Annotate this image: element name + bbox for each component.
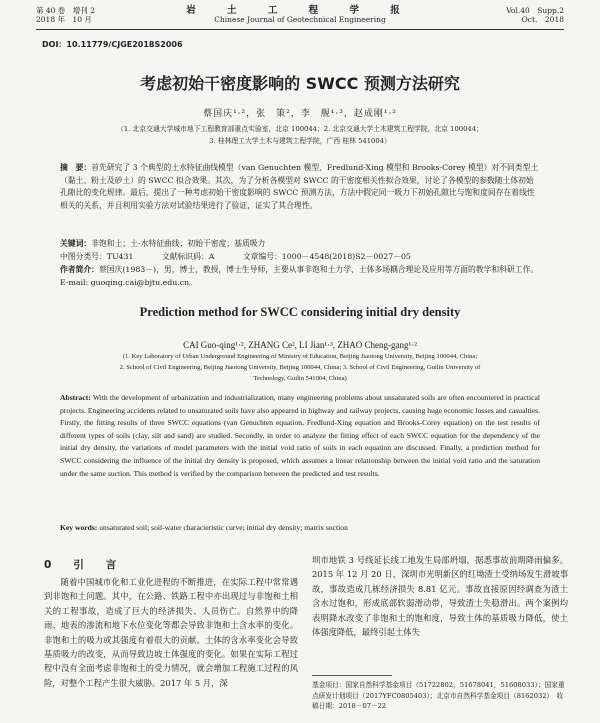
affiliation-en-2: 2. School of Civil Engineering, Beijing Jiaotong University, Beijing 100044, China; 3. School of Civil Engineering, Guilin University of — [119, 364, 481, 371]
abstract-cn — [60, 162, 540, 212]
bio-label: 作者简介： — [60, 265, 99, 274]
title-en: Prediction method for SWCC considering initial dry density — [139, 305, 461, 319]
abstract-en-text: With the development of urbanization and industrialization, many engineering problems about unsaturated soils are often encountered in practical projects. Engineering accidents related to unsaturated soils have also appeared in highway and railway projects, causing huge economic losses and casualties. Firstly, the fitting results of three SWCC equations (van Genuchten equation, Fredlund-Xing equation and Brooks-Corey equation) on the test results of different types of soils (clay, silt and sand) are studied. Secondly, in order to analyze the fitting effect of each SWCC equation for the dependency of the initial dry density, the variations of model parameters with the initial void ratio of soils in each equation are discussed. Finally, a prediction method for SWCC considering the influence of the initial dry density is proposed, which assumes a linear relationship between the initial void ratio and the saturation under the same suction. This method is verified by the comparison between the predicted and test results. — [60, 393, 540, 478]
header-center — [36, 6, 564, 24]
doi: DOI：10.11779/CJGE2018S2006 — [42, 40, 183, 49]
authors-cn: 蔡国庆¹·²，张 策²，李 舰¹·³，赵成刚¹·² — [203, 109, 397, 119]
section-title: 引言 — [73, 559, 139, 571]
journal-name-en: Chinese Journal of Geotechnical Engineering — [214, 15, 386, 24]
keywords-en-label: Key words: — [60, 523, 98, 532]
date-line: 2018 年 10 月 — [36, 15, 92, 24]
keywords-cn-text: 非饱和土；土-水特征曲线；初始干密度；基质吸力 — [91, 239, 266, 248]
abstract-en-label: Abstract: — [60, 393, 91, 402]
keywords-cn-label: 关键词： — [60, 239, 92, 248]
body-column-right: 圳市地铁 3 号线延长线工地发生局部坍塌，据悉事故前期降雨偏多。2015 年 12 月 20 日，深圳市光明新区的红坳渣土受纳场发生滑坡事故，事故造成几栋经济损失 8.81 亿元。事故直接原因经调查为渣土含水过饱和，形成底部软弱滑动带，导致渣土失稳滑出。两个案例均表明降水改变了非饱和土的饱和度，导致土体的基质吸力降低，使土体强度降低，最终引起土体失 — [312, 555, 568, 638]
abstract-en — [60, 392, 540, 480]
section-number: 0 — [44, 559, 52, 571]
footnote-rule — [312, 675, 392, 676]
affiliation-en-3: Technology, Guilin 541004, China) — [253, 375, 347, 382]
header-right — [506, 6, 564, 24]
doc-code: 文献标识码：A — [161, 252, 215, 261]
volume-en: Vol.40 Supp.2 — [506, 6, 564, 15]
keywords-en-text: unsaturated soil; soil-water characteristic curve; initial dry density; matrix suction — [99, 523, 348, 532]
title-cn: 考虑初始干密度影响的 SWCC 预测方法研究 — [140, 74, 460, 93]
running-header — [36, 6, 564, 28]
body-column-left: 随着中国城市化和工业化进程的不断推进，在实际工程中常常遇到非饱和土问题。其中，在公路、铁路工程中亦出现过与非饱和土相关的工程事故，造成了巨大的经济损失、人员伤亡。自然界中的降雨、地表的渗流和地下水位变化等都会导致非饱和土含水率的变化。非饱和土的吸力或其强度有着很大的贡献。土体的含水率变化会导致基质吸力的改变，从而导致边坡土体强度的变化。如果在实际工程过程中没有全面考虑非饱和土的受力情况，就会增加工程施工过程的风险，对整个工程产生很大威胁。2017 年 5 月，深 — [44, 577, 298, 688]
class-number: 中图分类号：TU431 — [60, 252, 134, 261]
affiliation-cn-1: （1. 北京交通大学城市地下工程教育部重点实验室，北京 100044；2. 北京交通大学土木建筑工程学院，北京 100044； — [117, 125, 483, 133]
affiliation-cn-2: 3. 桂林理工大学土木与建筑工程学院，广西 桂林 541004） — [209, 137, 391, 145]
footnote: 基金项目：国家自然科学基金项目（51722802，51678041，51608033）；国家重点研发计划项目（2017YFC0805403）；北京市自然科学基金项目（8162032） 收稿日期：2018－07－22 — [312, 681, 565, 710]
volume-line: 第 40 卷 增刊 2 — [36, 6, 95, 15]
keywords-en — [60, 523, 540, 532]
author-bio — [60, 264, 540, 289]
affiliation-en-1: (1. Key Laboratory of Urban Underground Engineering of Ministry of Education, Beijing Jiaotong University, Beijing 100044, China; — [122, 353, 478, 360]
article-id: 文章编号：1000－4548(2018)S2－0027－05 — [242, 252, 411, 261]
date-en: Oct. 2018 — [521, 15, 564, 24]
classification-line — [60, 251, 540, 262]
abstract-cn-text: 首先研究了 3 个典型的土水特征曲线模型（van Genuchten 模型、Fredlund-Xing 模型和 Brooks-Corey 模型）对不同类型土（黏土、粉土及砂土）的 SWCC 拟合效果。其次，为了分析各模型对 SWCC 的干密度相关性拟合效果，讨论了各模型的参数随土体初始孔隙比的变化规律。最后，提出了一种考虑初始干密度影响的 SWCC 预测方法，方法中假定同一吸力下初始孔隙比与饱和度间存在着线性相关的关系，并且利用实验方法对试验结果进行了验证，证实了其合理性。 — [60, 163, 539, 210]
bio-text: 蔡国庆(1983－)，男，博士，教授，博士生导师，主要从事非饱和土力学、土体多场耦合理论及应用等方面的教学和科研工作。E-mail: guoqing.cai@bjtu.edu.cn。 — [60, 265, 539, 287]
section-heading — [44, 557, 138, 572]
header-rule — [36, 29, 564, 30]
keywords-cn — [60, 238, 540, 249]
journal-name-cn: 岩 土 工 程 学 报 — [186, 5, 414, 16]
authors-en: CAI Guo-qing¹·², ZHANG Ce², LI Jian¹·³, ZHAO Cheng-gang¹·² — [183, 340, 417, 350]
abstract-cn-label: 摘 要： — [60, 163, 92, 172]
